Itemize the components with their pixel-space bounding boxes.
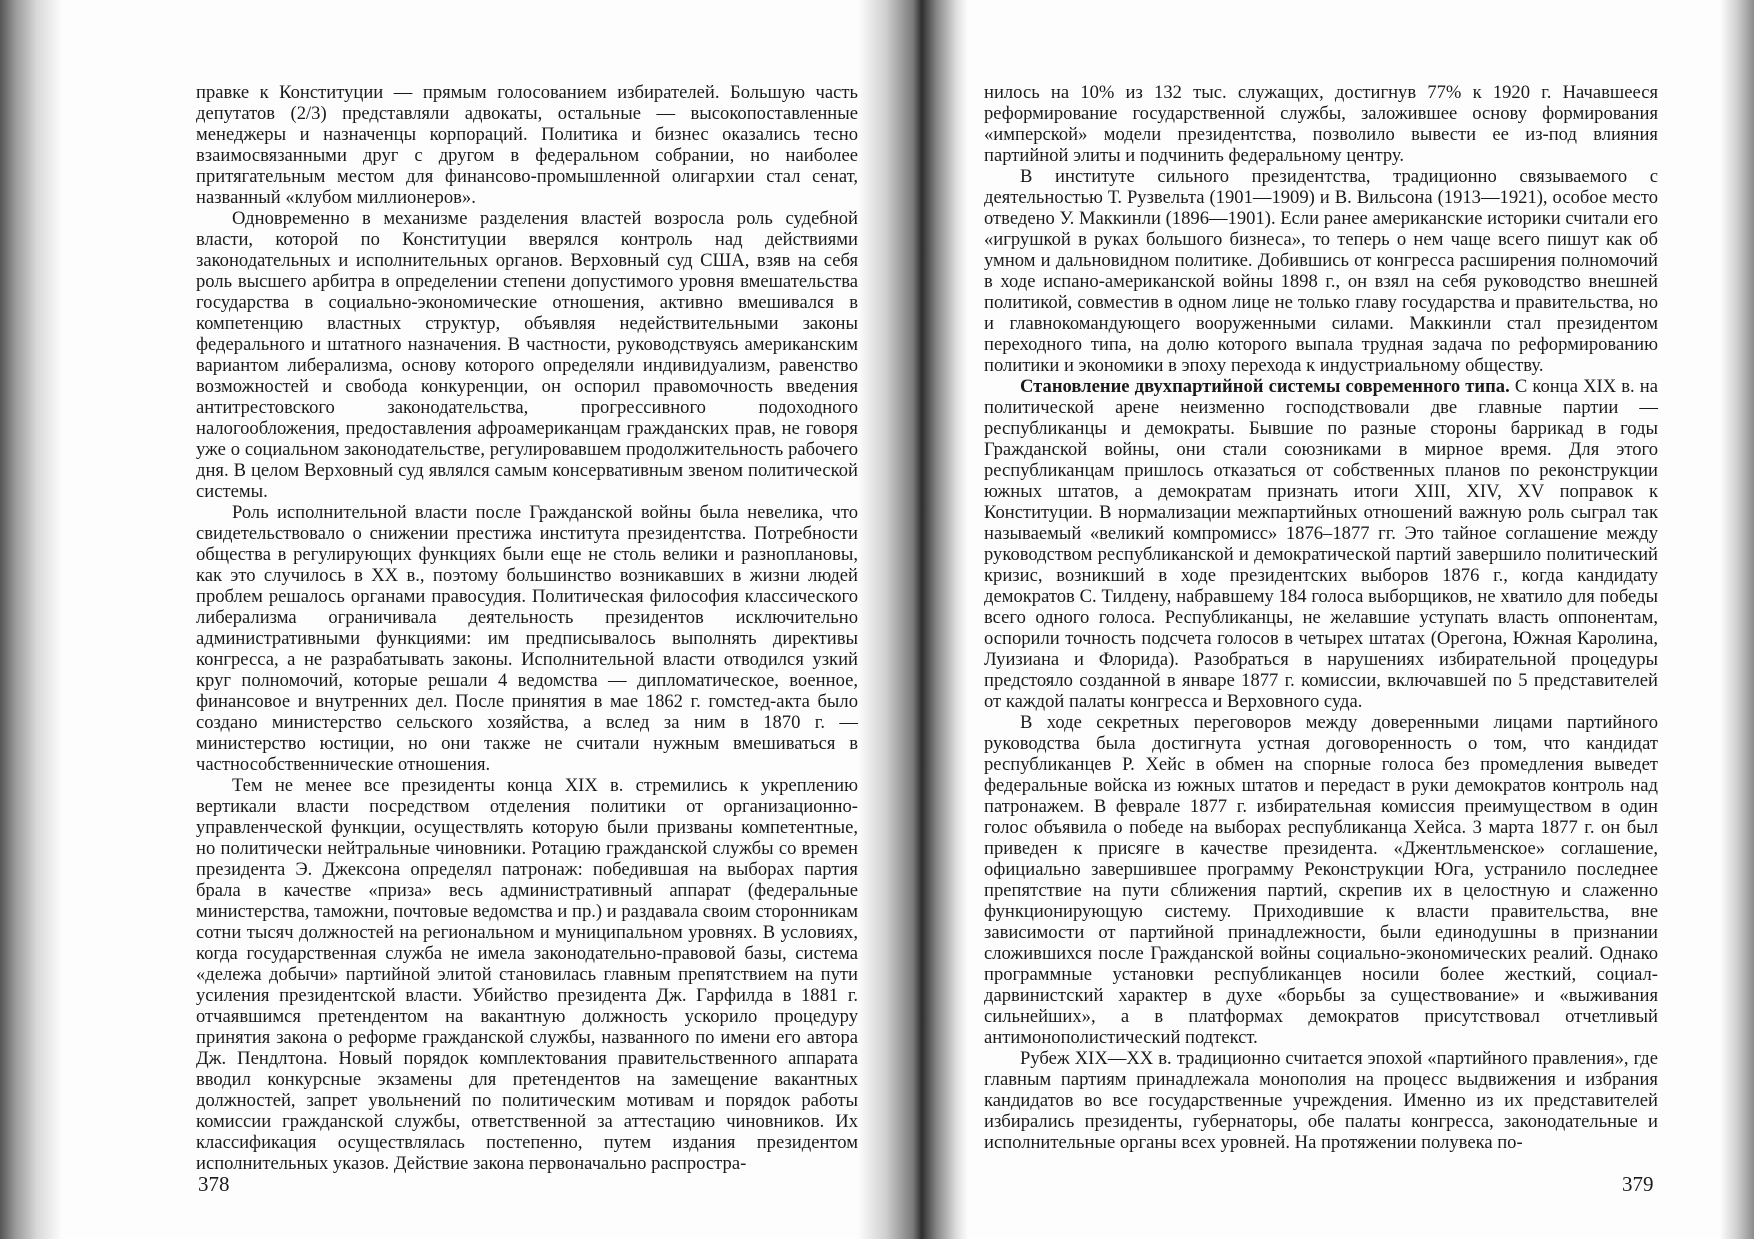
section-heading: Становление двухпартийной системы современного типа.	[1020, 376, 1510, 397]
paragraph	[984, 82, 1658, 166]
book-gutter-shadow	[858, 0, 968, 1239]
left-page-edge-shadow	[0, 0, 62, 1239]
paragraph	[984, 1048, 1658, 1153]
page-number-right: 379	[1622, 1172, 1654, 1196]
right-page-text	[984, 82, 1658, 1153]
paragraph	[984, 712, 1658, 1048]
paragraph-text: Рубеж XIX—XX в. традиционно считается эпохой «партийного правления», где главным партиям принадлежала монополия на процесс выдвижения и избрания кандидатов во все государственные учреждения. Именно из их представителей избирались президенты, губернаторы, обе палаты конгресса, законодательные и исполнительные органы всех уровней. На протяжении полувека по-	[984, 1048, 1658, 1153]
paragraph	[984, 376, 1658, 712]
right-page-edge-shadow	[1720, 0, 1754, 1239]
paragraph: правке к Конституции — прямым голосованием избирателей. Большую часть депутатов (2/3) представляли адвокаты, остальные — высокопоставленные менеджеры и назначенцы корпораций. Политика и бизнес оказались тесно взаимосвязанными друг с другом в федеральном собрании, но наиболее притягательным местом для финансово-промышленной олигархии стал сенат, названный «клубом миллионеров».	[196, 82, 858, 208]
left-page-text	[196, 82, 858, 1174]
paragraph	[984, 166, 1658, 376]
page-number-left: 378	[198, 1172, 230, 1196]
paragraph: Одновременно в механизме разделения властей возросла роль судебной власти, которой по Конституции вверялся контроль над действиями законодательных и исполнительных органов. Верховный суд США, взяв на себя роль высшего арбитра в определении степени допустимого уровня вмешательства государства в социально-экономические отношения, активно вмешивался в компетенцию властных структур, объявляя недействительными законы федерального и штатного назначения. В частности, руководствуясь американским вариантом либерализма, основу которого определяли индивидуализм, равенство возможностей и свобода конкуренции, он оспорил правомочность введения антитрестовского законодательства, прогрессивного подоходного налогообложения, предоставления афроамериканцам гражданских прав, не говоря уже о социальном законодательстве, регулировавшем продолжительность рабочего дня. В целом Верховный суд являлся самым консервативным звеном политической системы.	[196, 208, 858, 502]
paragraph: Тем не менее все президенты конца XIX в. стремились к укреплению вертикали власти посредством отделения политики от организационно-управленческой функции, осуществлять которую были призваны компетентные, но политически нейтральные чиновники. Ротацию гражданской службы со времен президента Э. Джексона определял патронаж: победившая на выборах партия брала в качестве «приза» весь административный аппарат (федеральные министерства, таможни, почтовые ведомства и пр.) и раздавала своим сторонникам сотни тысяч должностей на региональном и муниципальном уровнях. В условиях, когда государственная служба не имела законодательно-правовой базы, система «дележа добычи» партийной элитой становилась главным препятствием на пути усиления президентской власти. Убийство президента Дж. Гарфилда в 1881 г. отчаявшимся претендентом на вакантную должность ускорило процедуру принятия закона о реформе гражданской службы, названного по имени его автора Дж. Пендлтона. Новый порядок комплектования правительственного аппарата вводил конкурсные экзамены для претендентов на замещение вакантных должностей, запрет увольнений по политическим мотивам и порядок работы комиссии гражданской службы, ответственной за аттестацию чиновников. Их классификация осуществлялась постепенно, путем издания президентом исполнительных указов. Действие закона первоначально распростра-	[196, 775, 858, 1174]
paragraph: Роль исполнительной власти после Гражданской войны была невелика, что свидетельствовало о снижении престижа института президентства. Потребности общества в регулирующих функциях были еще не столь велики и разноплановы, как это случилось в XX в., поэтому большинство возникавших в жизни людей проблем решалось органами правосудия. Политическая философия классического либерализма ограничивала деятельность президентов исключительно административными функциями: им предписывалось выполнять директивы конгресса, а не разрабатывать законы. Исполнительной власти отводился узкий круг полномочий, которые решали 4 ведомства — дипломатическое, военное, финансовое и внутренних дел. После принятия в мае 1862 г. гомстед-акта было создано министерство сельского хозяйства, а вслед за ним в 1870 г. — министерство юстиции, но они также не считали нужным вмешиваться в частнособственнические отношения.	[196, 502, 858, 775]
paragraph-text: С конца XIX в. на политической арене неизменно господствовали две главные партии — республиканцы и демократы. Бывшие по разные стороны баррикад в годы Гражданской войны, они стали союзниками в мирное время. Для этого республиканцам пришлось отказаться от собственных планов по реконструкции южных штатов, а демократам признать итоги XIII, XIV, XV поправок к Конституции. В нормализации межпартийных отношений важную роль сыграл так называемый «великий компромисс» 1876–1877 гг. Это тайное соглашение между руководством республиканской и демократической партий завершило политический кризис, возникший в ходе президентских выборов 1876 г., когда кандидату демократов С. Тилдену, набравшему 184 голоса выборщиков, не хватило для победы всего одного голоса. Республиканцы, не желавшие уступать власть оппонентам, оспорили точность подсчета голосов в четырех штатах (Орегона, Южная Каролина, Луизиана и Флорида). Разобраться в нарушениях избирательной процедуры предстояло созданной в январе 1877 г. комиссии, включавшей по 5 представителей от каждой палаты конгресса и Верховного суда.	[984, 376, 1658, 712]
paragraph-text: В ходе секретных переговоров между доверенными лицами партийного руководства была достигнута устная договоренность о том, что кандидат республиканцев Р. Хейс в обмен на спорные голоса без промедления выведет федеральные войска из южных штатов и передаст в руки демократов контроль над патронажем. В феврале 1877 г. избирательная комиссия преимуществом в один голос объявила о победе на выборах республиканца Хейса. 3 марта 1877 г. он был приведен к присяге в качестве президента. «Джентльменское» соглашение, официально завершившее программу Реконструкции Юга, устранило последнее препятствие на пути сближения партий, скрепив их в целостную и слаженно функционирующую систему. Приходившие к власти правительства, вне зависимости от партийной принадлежности, были единодушны в признании сложившихся после Гражданской войны социально-экономических реалий. Однако программные установки республиканцев носили более жесткий, социал-дарвинистский характер в духе «борьбы за существование» и «выживания сильнейших», а в платформах демократов присутствовал отчетливый антимонополистический подтекст.	[984, 712, 1658, 1048]
paragraph-text: В институте сильного президентства, традиционно связываемого с деятельностью Т. Рузвельта (1901—1909) и В. Вильсона (1913—1921), особое место отведено У. Маккинли (1896—1901). Если ранее американские историки считали его «игрушкой в руках большого бизнеса», то теперь о нем чаще всего пишут как об умном и дальновидном политике. Добившись от конгресса расширения полномочий в ходе испано-американской войны 1898 г., он взял на себя руководство внешней политикой, совместив в одном лице не только главу государства и правительства, но и главнокомандующего вооруженными силами. Маккинли стал президентом переходного типа, на долю которого выпала трудная задача по реформированию политики и экономики в эпоху перехода к индустриальному обществу.	[984, 166, 1658, 376]
paragraph-text: нилось на 10% из 132 тыс. служащих, достигнув 77% к 1920 г. Начавшееся реформирование государственной службы, заложившее основу формирования «имперской» модели президентства, позволило вывести ее из-под влияния партийной элиты и подчинить федеральному центру.	[984, 82, 1658, 166]
